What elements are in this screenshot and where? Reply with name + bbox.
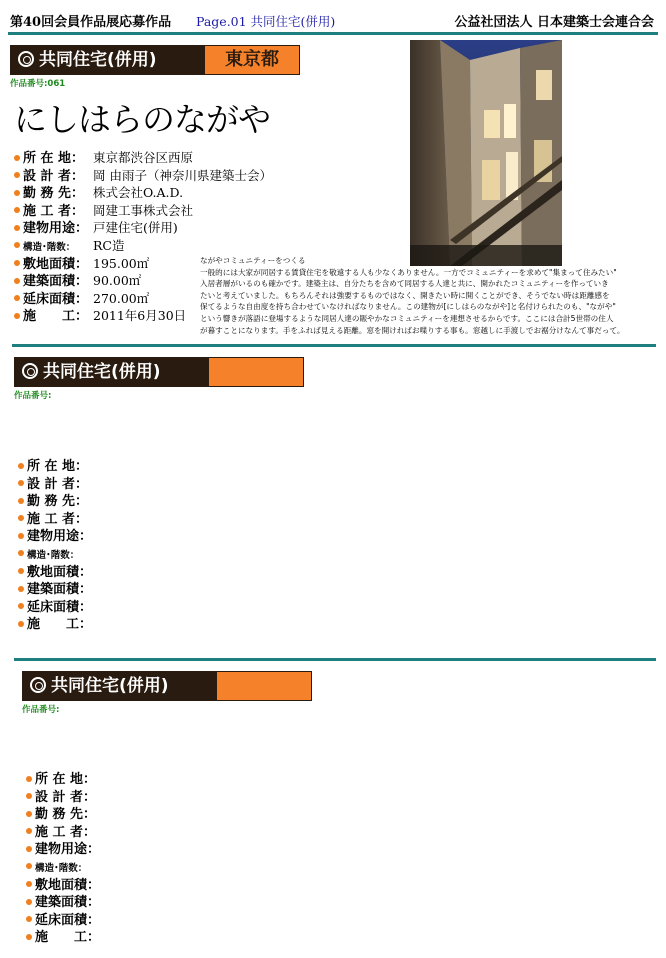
prefecture-box <box>216 671 312 701</box>
bullet-icon <box>18 463 24 469</box>
field-label: 設 計 者： <box>23 168 85 184</box>
field-building-area <box>26 893 100 911</box>
work-info-list <box>26 770 100 946</box>
field-location <box>14 149 194 167</box>
category-label: 共同住宅(併用) <box>43 362 161 382</box>
field-label: 建物用途： <box>23 221 89 237</box>
prefecture-box <box>204 45 300 75</box>
work-info-list <box>18 457 92 633</box>
field-label: 敷地面積： <box>23 256 89 272</box>
bullet-icon <box>14 278 20 284</box>
field-structure <box>18 545 92 563</box>
category-bar <box>14 357 208 387</box>
field-building-area <box>18 580 92 598</box>
bullet-icon <box>26 846 32 852</box>
field-employer <box>14 184 184 202</box>
field-label: 施 工： <box>35 930 101 946</box>
field-designer <box>14 167 272 185</box>
field-value: 戸建住宅(併用) <box>93 220 178 236</box>
field-label: 建物用途： <box>27 529 93 545</box>
field-value: RC造 <box>93 237 125 253</box>
field-structure <box>14 237 125 255</box>
category-bar <box>10 45 204 75</box>
category-bar <box>22 671 216 701</box>
bullet-icon <box>18 621 24 627</box>
bullet-icon <box>18 586 24 592</box>
bullet-icon <box>26 776 32 782</box>
field-completion <box>14 307 187 325</box>
field-contractor <box>14 202 194 220</box>
field-value: 195.00㎡ <box>93 255 150 271</box>
bullet-icon <box>26 811 32 817</box>
bullet-icon <box>18 603 24 609</box>
description-line: 保てるような自由度を持ち合わせていなければなりません。この建物が[にしはらのながや]と名付けられたのも、"ながや" <box>200 302 616 312</box>
field-building-area <box>14 272 142 290</box>
field-value: 岡 由雨子（神奈川県建築士会） <box>93 167 272 183</box>
bullet-icon <box>18 550 24 556</box>
field-label: 所 在 地： <box>23 151 85 166</box>
field-label: 敷地面積： <box>35 877 101 893</box>
bullet-icon <box>14 207 20 213</box>
field-location <box>18 457 92 475</box>
organization-name: 公益社団法人 日本建築士会連合会 <box>454 15 654 30</box>
field-site-area <box>26 876 100 894</box>
field-label: 延床面積： <box>23 291 89 307</box>
description-line: が暮すことになります。手をふれば見える距離。窓を開ければお喋りする事も。窓越しに手渡しでお裾分けなんて事だって。 <box>200 325 625 335</box>
bullet-icon <box>14 190 20 196</box>
bullet-icon <box>14 172 20 178</box>
description-line: ながやコミュニティーをつくる <box>200 256 306 265</box>
field-label: 構造･階数： <box>27 549 80 561</box>
field-designer <box>26 788 100 806</box>
work-description <box>200 255 656 336</box>
field-floor-area <box>18 598 92 616</box>
description-line: たいと考えていました。もちろんそれは強要するものではなく、開きたい時に開くことができ、そうでない時は距離感を <box>200 290 610 300</box>
bullet-icon <box>26 828 32 834</box>
description-line: 一般的には大家が同居する賃貸住宅を敬遠する人も少なくありません。一方でコミュニティーを求めて"集まって住みたい" <box>200 267 617 277</box>
field-designer <box>18 475 92 493</box>
field-value: 岡建工事株式会社 <box>93 202 194 218</box>
field-building-use <box>18 527 92 545</box>
field-label: 建物用途： <box>35 842 101 858</box>
building-photo-illustration <box>410 40 562 266</box>
field-label: 所 在 地： <box>27 459 89 474</box>
bullet-icon <box>14 260 20 266</box>
field-contractor <box>26 823 100 841</box>
field-employer <box>18 492 92 510</box>
category-label: 共同住宅(併用) <box>51 676 169 696</box>
field-structure <box>26 858 100 876</box>
field-value: 株式会社O.A.D. <box>93 185 184 201</box>
field-completion <box>18 615 92 633</box>
bullet-icon <box>18 480 24 486</box>
field-employer <box>26 805 100 823</box>
bullet-icon <box>18 498 24 504</box>
double-circle-icon <box>30 677 46 693</box>
field-label: 延床面積： <box>27 599 93 615</box>
prefecture-label: 東京都 <box>225 49 279 70</box>
exhibition-title: 第40回会員作品展応募作品 <box>10 15 172 30</box>
bullet-icon <box>26 881 32 887</box>
bullet-icon <box>14 155 20 161</box>
double-circle-icon <box>22 363 38 379</box>
building-photo <box>410 40 562 266</box>
field-label: 施 工： <box>27 617 93 633</box>
page-indicator: Page.01 共同住宅(併用) <box>196 14 336 29</box>
field-building-use <box>14 219 178 237</box>
field-label: 勤 務 先： <box>35 807 97 823</box>
bullet-icon <box>14 242 20 248</box>
work-number: 作品番号:061 <box>10 79 66 89</box>
work-number: 作品番号: <box>14 391 52 401</box>
bullet-icon <box>26 863 32 869</box>
field-value: 270.00㎡ <box>93 290 150 306</box>
field-label: 施 工： <box>23 309 89 325</box>
bullet-icon <box>18 515 24 521</box>
field-label: 設 計 者： <box>35 789 97 805</box>
section-rule <box>14 658 656 661</box>
field-label: 敷地面積： <box>27 564 93 580</box>
field-label: 構造･階数： <box>23 241 76 253</box>
field-floor-area <box>14 290 150 308</box>
field-site-area <box>18 563 92 581</box>
work-number: 作品番号: <box>22 705 60 715</box>
description-line: という響きが落語に登場するような同居人達の賑やかなコミュニティーを連想させるからです。ここには合計5世帯の住人 <box>200 313 614 323</box>
bullet-icon <box>26 793 32 799</box>
bullet-icon <box>14 295 20 301</box>
bullet-icon <box>18 568 24 574</box>
field-label: 延床面積： <box>35 912 101 928</box>
bullet-icon <box>26 934 32 940</box>
bullet-icon <box>26 916 32 922</box>
category-label: 共同住宅(併用) <box>39 50 157 70</box>
header-rule <box>8 32 658 35</box>
bullet-icon <box>14 313 20 319</box>
field-value: 東京都渋谷区西原 <box>93 150 194 165</box>
field-label: 設 計 者： <box>27 476 89 492</box>
field-value: 90.00㎡ <box>93 273 142 289</box>
field-label: 所 在 地： <box>35 772 97 787</box>
section-rule <box>12 344 656 347</box>
field-building-use <box>26 840 100 858</box>
field-floor-area <box>26 911 100 929</box>
field-label: 施 工 者： <box>23 203 85 219</box>
field-label: 施 工 者： <box>35 824 97 840</box>
field-label: 勤 務 先： <box>23 186 85 202</box>
bullet-icon <box>26 899 32 905</box>
field-label: 構造･階数： <box>35 862 88 874</box>
field-label: 建築面積： <box>27 582 93 598</box>
field-location <box>26 770 100 788</box>
field-site-area <box>14 255 150 273</box>
field-value: 2011年6月30日 <box>93 308 187 324</box>
work-title: にしはらのながや <box>14 100 270 139</box>
prefecture-box <box>208 357 304 387</box>
double-circle-icon <box>18 51 34 67</box>
field-label: 施 工 者： <box>27 511 89 527</box>
description-line: 入居者層がいるのも確かです。建築主は、自分たちを含めて同居する人達と共に、開かれたコミュニティーを作っていき <box>200 279 609 289</box>
bullet-icon <box>18 533 24 539</box>
field-completion <box>26 928 100 946</box>
field-label: 建築面積： <box>23 274 89 290</box>
bullet-icon <box>14 225 20 231</box>
field-contractor <box>18 510 92 528</box>
field-label: 勤 務 先： <box>27 494 89 510</box>
field-label: 建築面積： <box>35 895 101 911</box>
